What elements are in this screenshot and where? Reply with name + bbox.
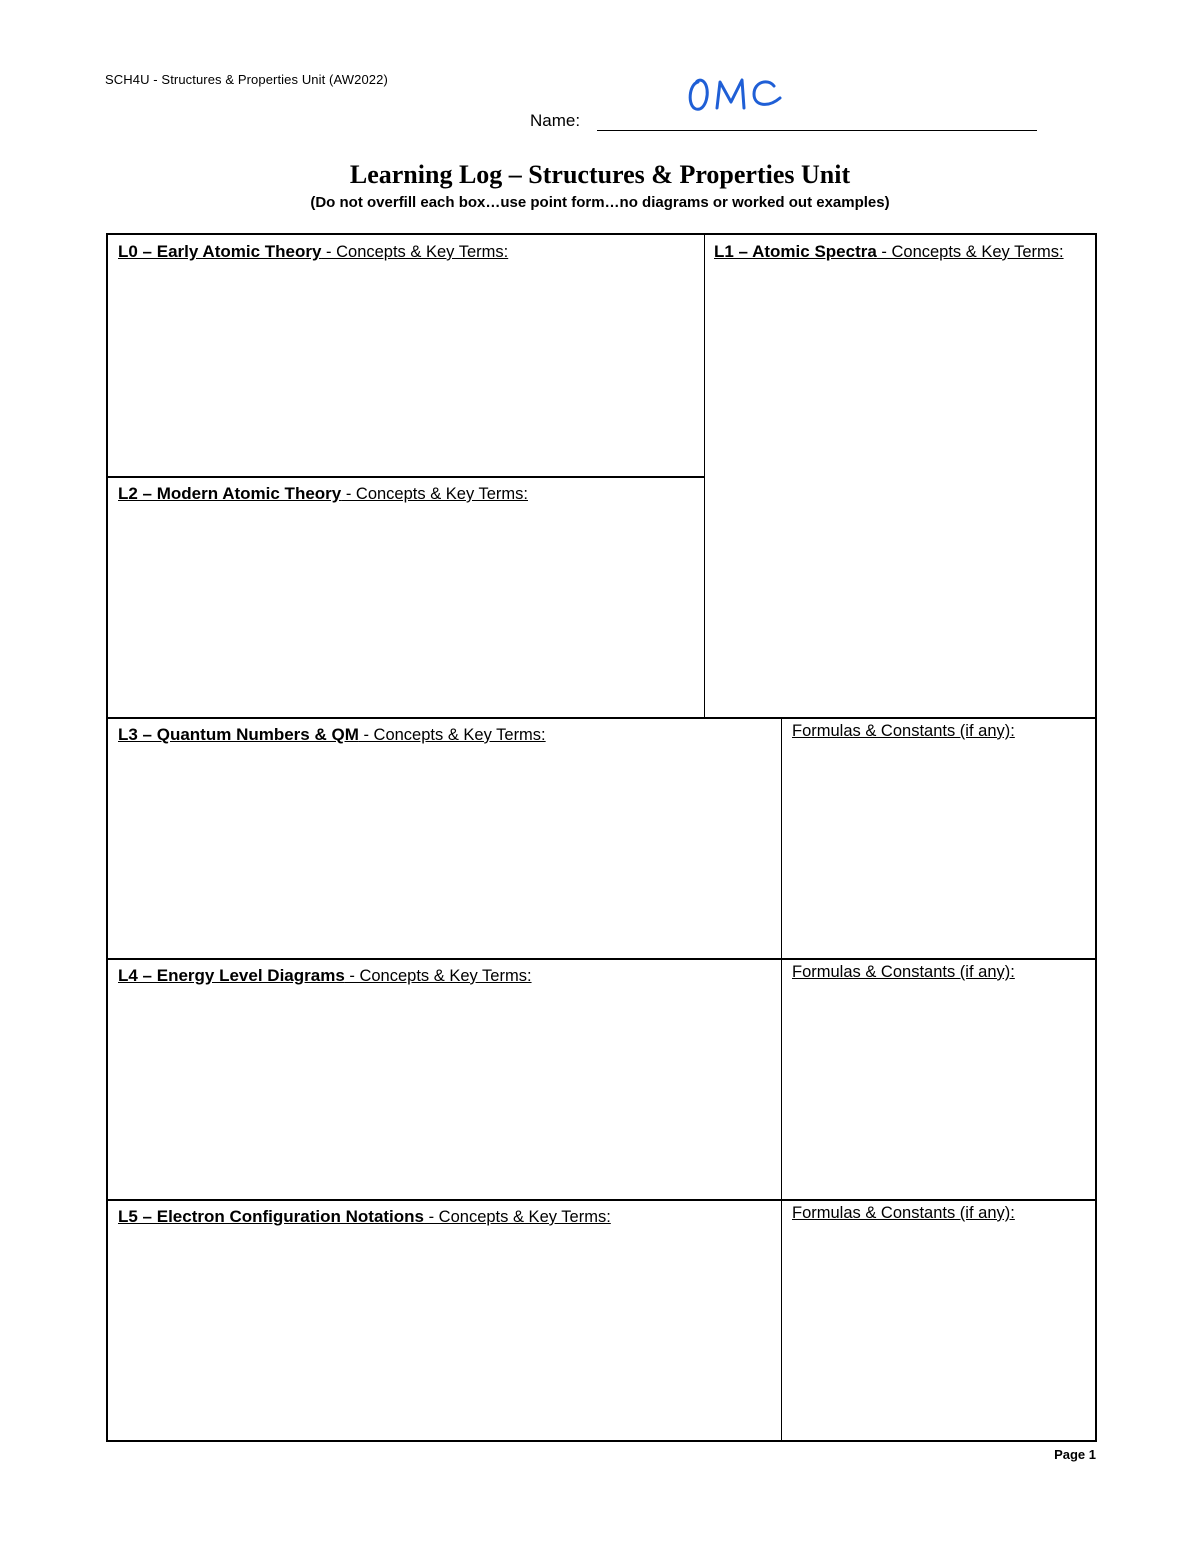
box-l5-heading [118,1203,773,1231]
divider-bottom-vertical [781,717,782,1440]
box-l5-subtitle: - Concepts & Key Terms: [424,1208,611,1226]
box-l2-subtitle: - Concepts & Key Terms: [341,485,528,503]
name-underline [597,130,1037,131]
course-header: SCH4U - Structures & Properties Unit (AW2022) [105,72,388,87]
learning-log-grid [106,233,1097,1442]
box-l0-title: L0 – Early Atomic Theory [118,242,322,261]
divider-l3-l4 [108,958,1095,960]
box-l5-title: L5 – Electron Configuration Notations [118,1207,425,1226]
divider-l0-l2 [108,476,705,478]
page-subtitle: (Do not overfill each box…use point form…no diagrams or worked out examples) [310,194,890,211]
box-l3-formulas-label: Formulas & Constants (if any): [792,722,1015,740]
name-label: Name: [530,111,581,130]
box-l4-heading [118,962,773,990]
page-number: Page 1 [1054,1447,1096,1462]
divider-top-section [108,717,1095,719]
box-l3-heading [118,721,773,749]
box-l4-title: L4 – Energy Level Diagrams [118,966,345,985]
box-l0-subtitle: - Concepts & Key Terms: [321,243,509,261]
box-l4-subtitle: - Concepts & Key Terms: [344,967,532,985]
handwritten-name [684,68,784,118]
box-l1-subtitle: - Concepts & Key Terms: [876,243,1064,261]
box-l2-title: L2 – Modern Atomic Theory [118,484,342,503]
box-l2-heading [118,480,698,508]
box-l3-title: L3 – Quantum Numbers & QM [118,725,359,744]
box-l5-formulas-label: Formulas & Constants (if any): [792,1204,1015,1222]
box-l1-title: L1 – Atomic Spectra [714,242,877,261]
box-l4-formulas-label: Formulas & Constants (if any): [792,963,1015,981]
box-l1-heading [714,238,1084,266]
page-title: Learning Log – Structures & Properties Unit [349,160,851,189]
divider-l4-l5 [108,1199,1095,1201]
box-l3-subtitle: - Concepts & Key Terms: [358,726,546,744]
box-l0-heading [118,238,698,266]
